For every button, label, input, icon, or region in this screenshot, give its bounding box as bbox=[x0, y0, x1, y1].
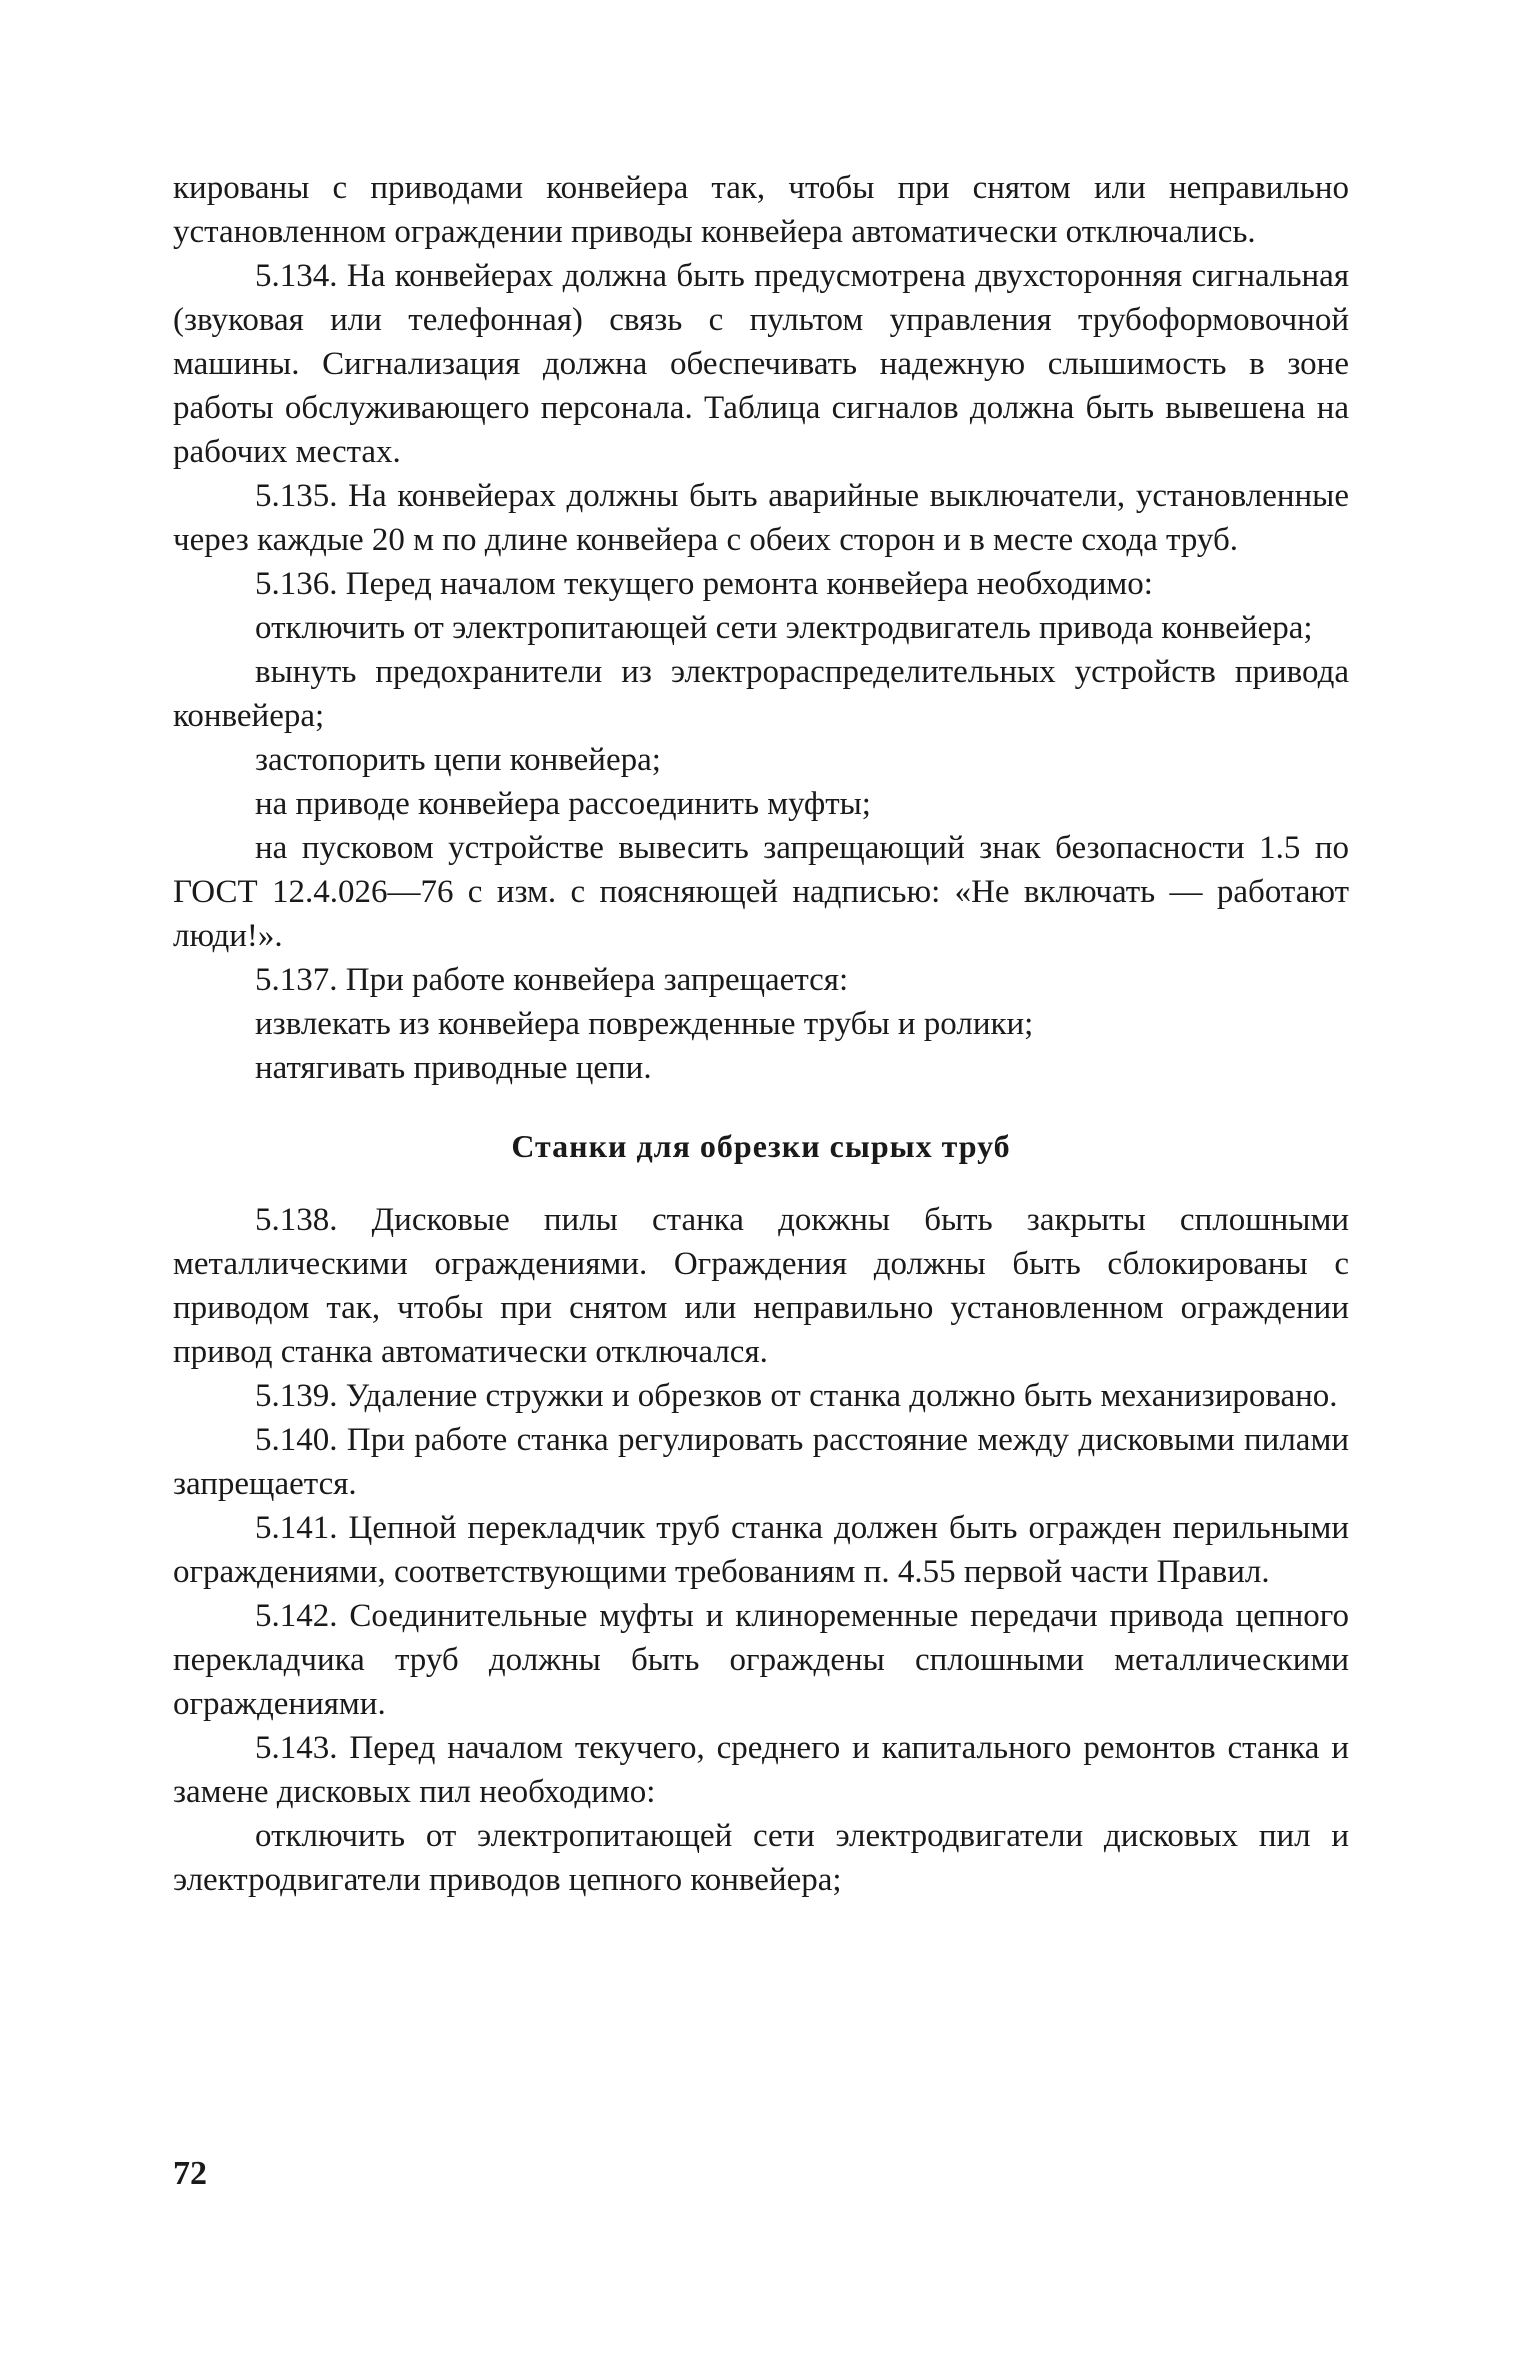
paragraph-5-137: 5.137. При работе конвейера запрещается: bbox=[255, 962, 849, 998]
list-item: вынуть предохранители из электрораспределительных устройств привода конвейера; bbox=[173, 654, 1349, 734]
list-item: отключить от электропитающей сети электродвигатель привода конвейера; bbox=[255, 610, 1313, 646]
list-item: застопорить цепи конвейера; bbox=[255, 742, 661, 778]
paragraph-5-134: 5.134. На конвейерах должна быть предусмотрена двухсторонняя сигнальная (звуковая или телефонная) связь с пультом управления трубоформовочной машины. Сигнализация должна обеспечивать надежную слышимость в зоне работы обслуживающего персонала. Таблица сигналов должна быть вывешена на рабочих местах. bbox=[173, 258, 1349, 470]
paragraph-5-141: 5.141. Цепной перекладчик труб станка должен быть огражден перильными ограждениями, соответствующими требованиям п. 4.55 первой части Правил. bbox=[173, 1510, 1349, 1590]
paragraph-5-140: 5.140. При работе станка регулировать расстояние между дисковыми пилами запрещается. bbox=[173, 1422, 1349, 1502]
list-item: на приводе конвейера рассоединить муфты; bbox=[255, 786, 871, 822]
paragraph-5-142: 5.142. Соединительные муфты и клиноременные передачи привода цепного перекладчика труб должны быть ограждены сплошными металлическими ограждениями. bbox=[173, 1598, 1349, 1722]
list-item: отключить от электропитающей сети электродвигатели дисковых пил и электродвигатели приводов цепного конвейера; bbox=[173, 1818, 1349, 1898]
body-text bbox=[173, 166, 1349, 1902]
list-item: на пусковом устройстве вывесить запрещающий знак безопасности 1.5 по ГОСТ 12.4.026—76 с изм. с поясняющей надписью: «Не включать — работают люди!». bbox=[173, 830, 1349, 954]
list-item: извлекать из конвейера поврежденные трубы и ролики; bbox=[255, 1006, 1034, 1042]
page-number: 72 bbox=[173, 2155, 207, 2192]
section-heading: Станки для обрезки сырых труб bbox=[511, 1128, 1011, 1164]
paragraph-continuation: кированы с приводами конвейера так, чтобы при снятом или неправильно установленном ограждении приводы конвейера автоматически отключались. bbox=[173, 170, 1349, 250]
paragraph-5-135: 5.135. На конвейерах должны быть аварийные выключатели, установленные через каждые 20 м по длине конвейера с обеих сторон и в месте схода труб. bbox=[173, 478, 1349, 558]
paragraph-5-136: 5.136. Перед началом текущего ремонта конвейера необходимо: bbox=[255, 566, 1153, 602]
paragraph-5-143: 5.143. Перед началом текучего, среднего и капитального ремонтов станка и замене дисковых пил необходимо: bbox=[173, 1730, 1349, 1810]
paragraph-5-139: 5.139. Удаление стружки и обрезков от станка должно быть механизировано. bbox=[255, 1378, 1338, 1414]
list-item: натягивать приводные цепи. bbox=[255, 1050, 652, 1086]
paragraph-5-138: 5.138. Дисковые пилы станка докжны быть закрыты сплошными металлическими ограждениями. Ограждения должны быть сблокированы с приводом так, чтобы при снятом или неправильно установленном ограждении привод станка автоматически отключался. bbox=[173, 1202, 1349, 1370]
